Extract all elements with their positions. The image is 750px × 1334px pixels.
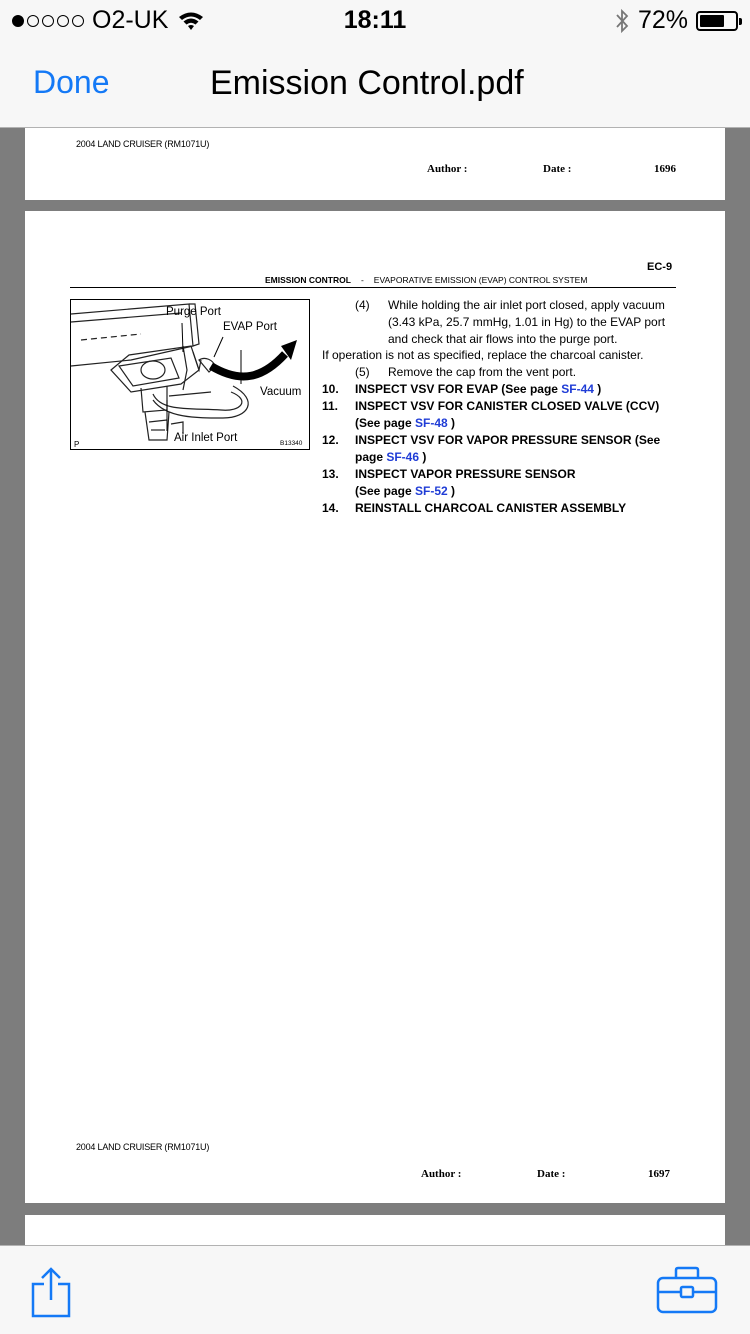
bluetooth-icon <box>614 8 630 34</box>
item-13-title: INSPECT VAPOR PRESSURE SENSOR <box>355 467 576 481</box>
step-5-text: Remove the cap from the vent port. <box>388 365 577 379</box>
battery-tip <box>739 18 742 25</box>
figure-id: B13340 <box>280 440 303 447</box>
author-label: Author : <box>427 163 468 175</box>
evap-port-label: EVAP Port <box>223 321 277 333</box>
section-header <box>265 275 587 285</box>
pdf-page-1696[interactable] <box>25 128 725 200</box>
item-13-ref-prefix: (See page <box>355 484 416 498</box>
item-10-text <box>355 381 601 398</box>
item-14-title: REINSTALL CHARCOAL CANISTER ASSEMBLY <box>355 501 627 515</box>
vacuum-label: Vacuum <box>260 386 302 398</box>
item-10-title: INSPECT VSV FOR EVAP (See page <box>355 382 562 396</box>
done-button[interactable]: Done <box>33 64 110 100</box>
date-label: Date : <box>543 163 572 175</box>
item-13-ref <box>355 483 455 500</box>
item-12-title: INSPECT VSV FOR VAPOR PRESSURE SENSOR (See <box>355 433 661 447</box>
document-title: Emission Control.pdf <box>210 64 524 102</box>
item-13-suffix: ) <box>447 484 456 498</box>
battery-icon <box>696 11 738 31</box>
air-inlet-port-label: Air Inlet Port <box>174 432 238 444</box>
item-10-suffix: ) <box>593 382 602 396</box>
link-sf-46[interactable]: SF-46 <box>386 450 420 464</box>
item-12-ref <box>355 449 426 466</box>
item-13-number: 13. <box>322 467 339 481</box>
item-11-title: INSPECT VSV FOR CANISTER CLOSED VALVE (CCV) <box>355 399 660 413</box>
status-right <box>614 6 738 35</box>
item-11-ref <box>355 415 455 432</box>
author-label: Author : <box>421 1168 462 1180</box>
page-footer-model: 2004 LAND CRUISER (RM1071U) <box>76 1142 210 1152</box>
step-4-line-1: While holding the air inlet port closed, apply vacuum <box>388 298 665 312</box>
carrier-name: O2-UK <box>92 6 169 34</box>
clock: 18:11 <box>343 6 407 34</box>
page-code: EC-9 <box>647 261 673 273</box>
section-subtitle: EVAPORATIVE EMISSION (EVAP) CONTROL SYSTEM <box>373 275 588 285</box>
step-4-line-2: (3.43 kPa, 25.7 mmHg, 1.01 in Hg) to the EVAP port <box>388 315 666 329</box>
header-rule <box>70 287 676 288</box>
item-11-ref-prefix: (See page <box>355 416 416 430</box>
share-icon[interactable] <box>30 1266 72 1318</box>
canister-diagram <box>70 299 310 450</box>
step-4-line-3: and check that air flows into the purge port. <box>388 332 618 346</box>
purge-port-label: Purge Port <box>166 306 221 318</box>
pdf-page-1697[interactable] <box>25 211 725 1203</box>
link-sf-52[interactable]: SF-52 <box>415 484 448 498</box>
step-4-number: (4) <box>355 298 370 312</box>
section-separator: - <box>360 275 364 285</box>
status-bar <box>0 0 750 40</box>
toolbox-icon[interactable] <box>656 1266 718 1314</box>
battery-fill <box>700 15 724 27</box>
page-number: 1697 <box>648 1168 670 1180</box>
step-5-number: (5) <box>355 365 370 379</box>
navigation-bar <box>0 40 750 128</box>
bottom-toolbar <box>0 1245 750 1334</box>
not-specified-note: If operation is not as specified, replace the charcoal canister. <box>322 348 644 362</box>
link-sf-48[interactable]: SF-48 <box>415 416 448 430</box>
item-12-suffix: ) <box>419 450 427 464</box>
item-11-number: 11. <box>322 399 339 413</box>
link-sf-44[interactable]: SF-44 <box>561 382 594 396</box>
item-10-number: 10. <box>322 382 339 396</box>
item-12-number: 12. <box>322 433 339 447</box>
section-title: EMISSION CONTROL <box>265 275 351 285</box>
item-11-suffix: ) <box>447 416 456 430</box>
figure-corner-letter: P <box>74 440 80 449</box>
page-footer-model: 2004 LAND CRUISER (RM1071U) <box>76 139 210 149</box>
item-12-ref-prefix: page <box>355 450 387 464</box>
item-14-number: 14. <box>322 501 339 515</box>
page-number: 1696 <box>654 163 676 175</box>
date-label: Date : <box>537 1168 566 1180</box>
battery-percent: 72% <box>637 6 688 34</box>
